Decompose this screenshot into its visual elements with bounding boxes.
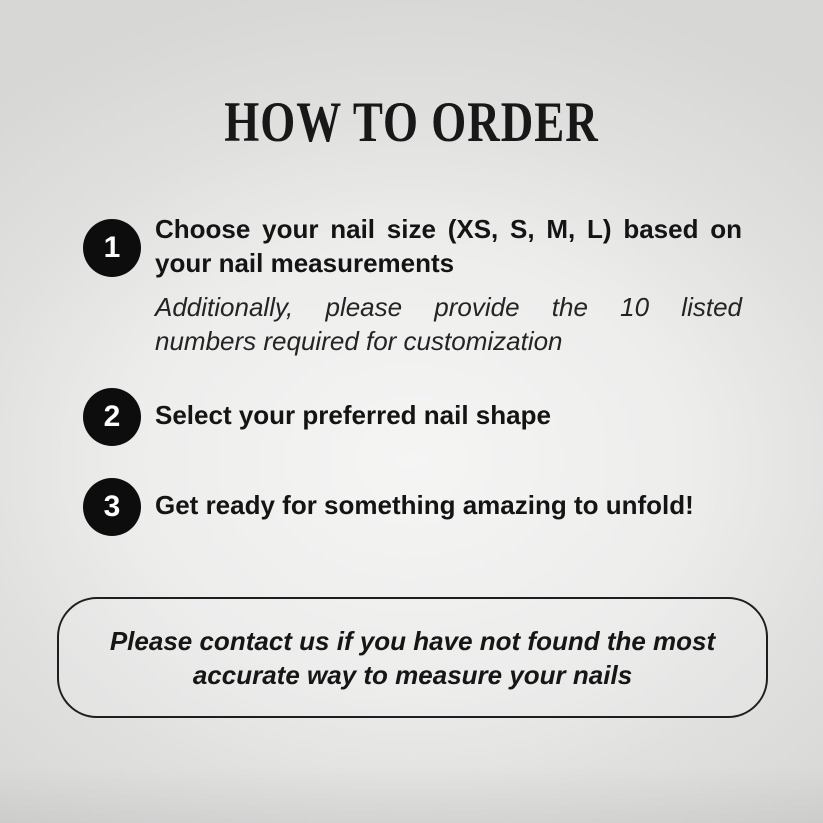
step-3-heading-line-1: Get ready for something amazing to unfold!	[155, 490, 694, 520]
step-2-number-badge	[83, 388, 141, 446]
step-1-number: 1	[103, 231, 121, 264]
step-3-heading	[155, 488, 742, 522]
step-3-number-badge	[83, 478, 141, 536]
step-1-heading-line-1: Choose your nail size (XS, S, M, L) based on	[155, 214, 742, 244]
step-3-number: 3	[103, 490, 121, 523]
step-2-heading-line-1: Select your preferred nail shape	[155, 400, 551, 430]
contact-note-box	[57, 597, 768, 718]
step-1-subtext-line-2: numbers required for customization	[155, 326, 563, 356]
step-1-heading-line-2: your nail measurements	[155, 248, 455, 278]
step-2-heading	[155, 398, 742, 432]
page-title: HOW TO ORDER	[224, 90, 599, 154]
contact-note-line-2: accurate way to measure your nails	[192, 659, 633, 690]
step-2-number: 2	[103, 400, 121, 433]
step-1-heading	[155, 212, 742, 280]
step-1-subtext	[155, 290, 742, 358]
step-1-number-badge	[83, 219, 141, 277]
contact-note-line-1: Please contact us if you have not found the most	[109, 625, 716, 656]
step-1-subtext-line-1: Additionally, please provide the 10 listed	[155, 292, 742, 322]
